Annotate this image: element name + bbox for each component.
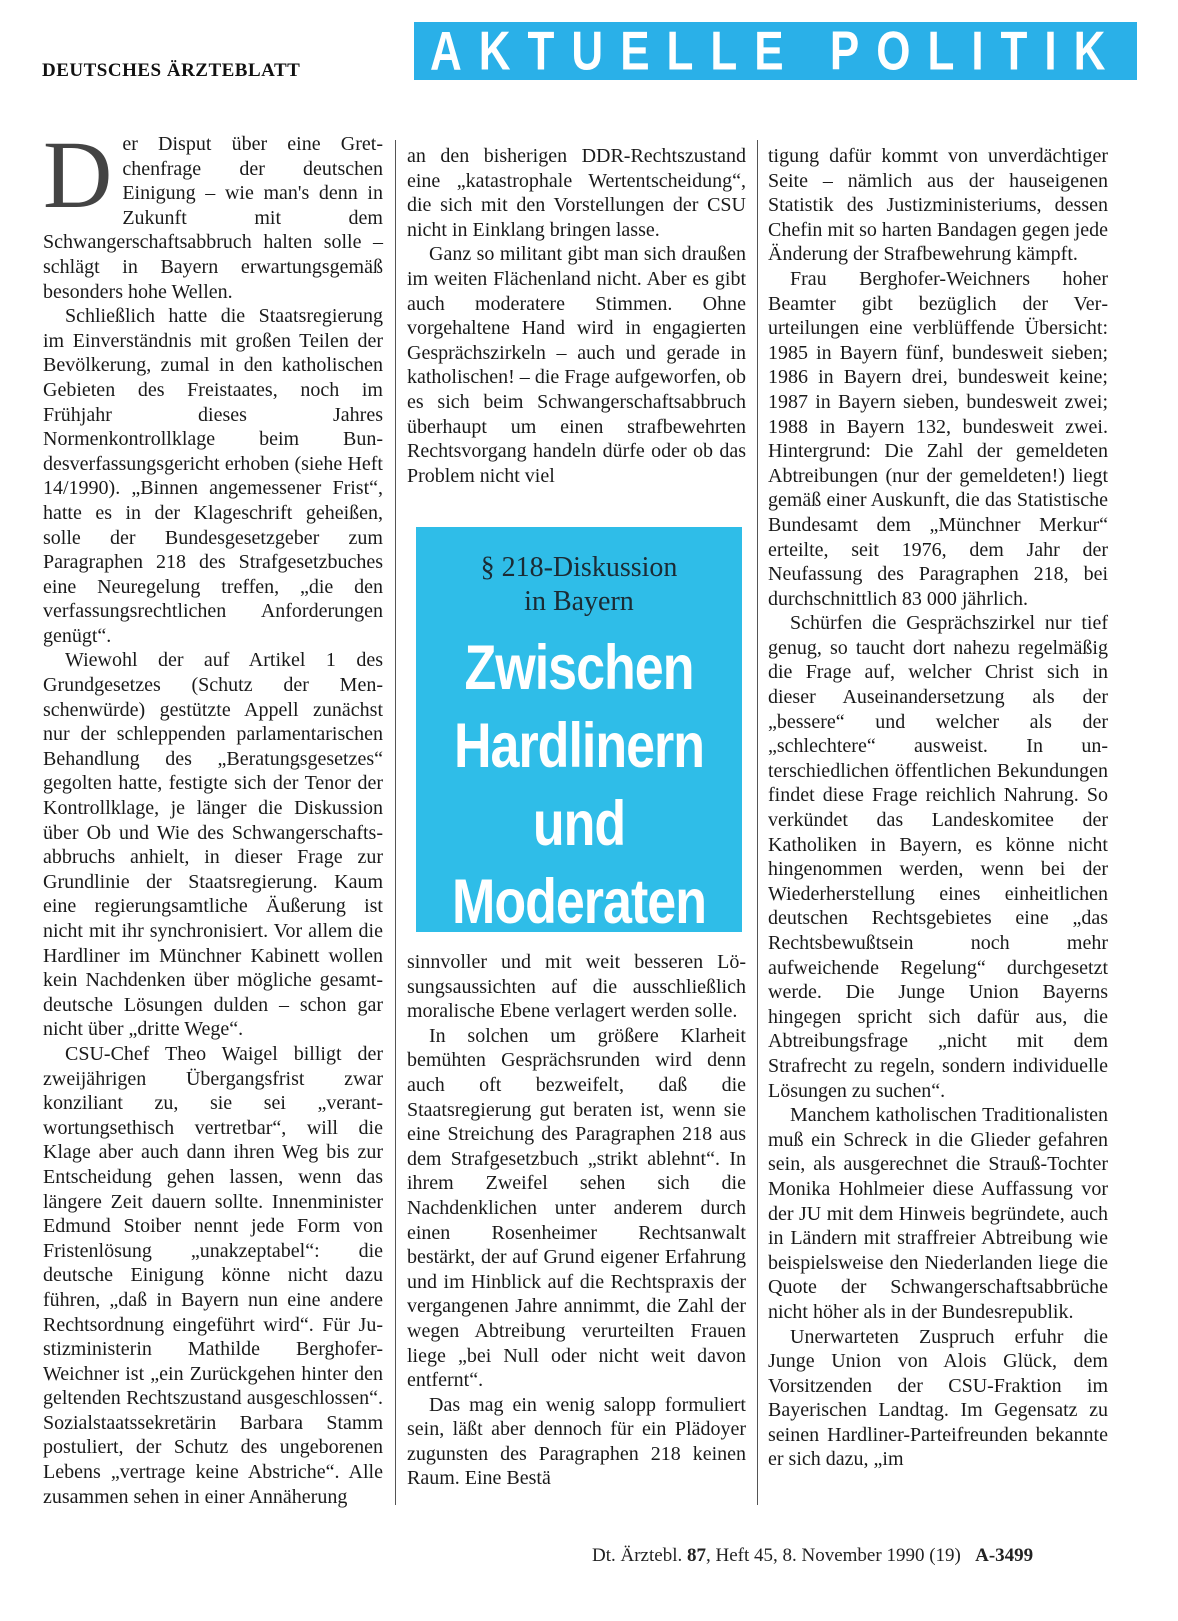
masthead: DEUTSCHES ÄRZTEBLATT bbox=[42, 60, 301, 81]
column-rule-1 bbox=[395, 140, 396, 1505]
paragraph: an den bisherigen DDR-Rechtszustand eine „katastrophale Wertentscheidung“, die sich mit den Vorstellungen der CSU nicht in Einklang bringen lasse. bbox=[407, 145, 746, 241]
drop-cap: D bbox=[43, 121, 113, 228]
callout-headline: Zwischen Hardlinern und Moderaten bbox=[452, 632, 706, 932]
section-title: AKTUELLE POLITIK bbox=[430, 22, 1123, 80]
paragraph: Schließlich hatte die Staatsregierung im Einverständnis mit großen Teilen der Bevölkerung, zumal in den katholischen Gebieten des Freistaates, noch im Frühjahr dieses Jahres Normenkontrollklage beim Bundesverfassungsgericht erhoben (siehe Heft 14/1990). „Binnen angemessener Frist“, hatte es in der Klageschrift geheißen, solle der Bundesgesetzgeber zum Paragraphen 218 des Strafgesetzbuches eine Neuregelung treffen, „die den verfassungsrechtlichen Anforderungen genügt“. bbox=[43, 305, 383, 647]
callout-kicker: § 218-Diskussion in Bayern bbox=[480, 552, 678, 617]
paragraph: In solchen um größere Klarheit bemühten Gesprächsrunden wird denn auch oft bezweifelt, daß die Staatsregierung gut beraten ist, wenn sie eine Streichung des Paragraphen 218 aus dem Strafgesetzbuch „strikt ablehnt“. In ihrem Zweifel sehen sich die Nachdenklichen unter anderem durch einen Rosenheimer Rechtsanwalt bestärkt, der auf Grund eigener Erfahrung und im Hinblick auf die Rechtspraxis der vergangenen Jahre annimmt, die Zahl der wegen Abtreibung verurteilten Frauen liege „bei Null oder nicht weit davon entfernt“. bbox=[407, 1024, 746, 1392]
paragraph: Manchem katholischen Traditionalisten muß ein Schreck in die Glieder gefahren sein, als ausgerechnet die Strauß-Tochter Monika Hohlmeier diese Auffassung vor der JU mit dem Hinweis begründete, auch in Ländern mit straffreier Abtreibung wie beispielsweise den Niederlanden liege die Quote der Schwangerschaftsabbrüche nicht höher als in der Bundesrepublik. bbox=[768, 1104, 1108, 1323]
footer-journal: Dt. Ärztebl. bbox=[592, 1545, 683, 1566]
article-column-2-top bbox=[407, 144, 746, 488]
paragraph: sinnvoller und mit weit besseren Lösungsaussichten auf die ausschließlich moralische Ebene verlagert werden solle. bbox=[407, 951, 746, 1023]
section-banner bbox=[414, 22, 1137, 80]
page-footer bbox=[592, 1545, 1033, 1567]
paragraph: Frau Berghofer-Weichners hoher Beamter gibt bezüglich der Verurteilungen eine verblüffende Übersicht: 1985 in Bayern fünf, bundesweit sieben; 1986 in Bayern drei, bundesweit keine; 1987 in Bayern sieben, bundesweit zwei; 1988 in Bayern 132, bundesweit zwei. Hintergrund: Die Zahl der gemeldeten Abtreibungen (nur der gemeldeten!) liegt gemäß einer Auskunft, die das Statistische Bundesamt dem „Münchner Merkur“ erteilte, seit 1976, dem Jahr der Neufassung des Paragraphen 218, bei durchschnittlich 83 000 jährlich. bbox=[768, 267, 1108, 610]
paragraph: CSU-Chef Theo Waigel billigt der zweijährigen Übergangsfrist zwar konziliant zu, sie sei „verantwortungsethisch vertretbar“, will die Klage aber auch dann ihren Weg bis zur Entscheidung gehen lassen, wenn das längere Zeit dauern sollte. Innenminister Edmund Stoiber nennt jede Form von Fristenlösung „unakzeptabel“: die deutsche Einigung könne nicht dazu führen, „daß in Bayern nun eine andere Rechtsordnung eingeführt wird“. Für Justizministerin Mathilde Berghofer-Weichner ist „ein Zurückgehen hinter den geltenden Rechtszustand ausgeschlossen“. Sozialstaatssekretärin Barbara Stamm postuliert, der Schutz des ungeborenen Lebens „vertrage keine Abstriche“. Alle zusammen sehen in einer Annäherung bbox=[43, 1042, 383, 1508]
column-rule-2 bbox=[757, 140, 758, 1505]
paragraph: Das mag ein wenig salopp formuliert sein, läßt aber dennoch für ein Plädoyer zugunsten des Paragraphen 218 keinen Raum. Eine Bestä bbox=[407, 1393, 746, 1490]
article-column-1 bbox=[43, 121, 383, 1509]
paragraph: Schürfen die Gesprächszirkel nur tief genug, so taucht dort nahezu regelmäßig die Frage auf, welcher Christ sich in dieser Auseinandersetzung als der „bessere“ und welcher als der „schlechtere“ ausweist. In unterschiedlichen öffentlichen Bekundungen findet diese Frage reichlich Nahrung. So verkündet das Landeskomitee der Katholiken in Bayern, es könne nicht hingenommen werden, wenn bei der Wiederherstellung eines einheitlichen deutschen Rechtsgebietes eine „das Rechtsbewußtsein noch mehr aufweichende Regelung“ durchgesetzt werde. Die Junge Union Bayerns hingegen spricht sich dafür aus, die Abtreibungsfrage „nicht mit dem Strafrecht zu regeln, sondern individuelle Lösungen zu suchen“. bbox=[768, 612, 1108, 1102]
article-column-3 bbox=[768, 144, 1108, 1472]
article-column-2-bottom bbox=[407, 950, 746, 1491]
headline-callout-box bbox=[416, 527, 742, 932]
paragraph: Der Disput über eine Gretchenfrage der deutschen Einigung – wie man's denn in Zukunft mit dem Schwangerschaftsabbruch halten solle – schlägt in Bayern erwartungsgemäß besonders hohe Wellen. bbox=[43, 121, 383, 303]
paragraph: Unerwarteten Zuspruch erfuhr die Junge Union von Alois Glück, dem Vorsitzenden der CSU-Fraktion im Bayerischen Landtag. Im Gegensatz zu seinen Hardliner-Parteifreunden bekannte er sich dazu, „im bbox=[768, 1325, 1108, 1471]
footer-volume: 87 bbox=[686, 1545, 706, 1566]
paragraph: Wiewohl der auf Artikel 1 des Grundgesetzes (Schutz der Menschenwürde) gestützte Appell zunächst nur der schleppenden parlamentarischen Behandlung des „Beratungsgesetzes“ gegolten hatte, festigte sich der Tenor der Kontrollklage, je länger die Diskussion über Ob und Wie des Schwangerschaftsabbruchs anhielt, in dieser Frage zur Grundlinie der Staatsregierung. Kaum eine regierungsamtliche Äußerung ist nicht mit ihr synchronisiert. Vor allem die Hardliner im Münchner Kabinett wollen kein Nachdenken über mögliche gesamtdeutsche Lösungen dulden – schon gar nicht über „dritte Wege“. bbox=[43, 649, 383, 1041]
paragraph: Ganz so militant gibt man sich draußen im weiten Flächenland nicht. Aber es gibt auch moderatere Stimmen. Ohne vorgehaltene Hand wird in engagierten Gesprächszirkeln – auch und gerade in katholischen! – die Frage aufgeworfen, ob es sich beim Schwangerschaftsabbruch überhaupt um einen strafbewehrten Rechtsvorgang handeln dürfe oder ob das Problem nicht viel bbox=[407, 243, 746, 487]
footer-issue: , Heft 45, 8. November 1990 (19) bbox=[705, 1545, 961, 1566]
paragraph: tigung dafür kommt von unverdächtiger Seite – nämlich aus der hauseigenen Statistik des Justizministeriums, dessen Chefin mit so harten Bandagen gegen jede Änderung der Strafbewehrung kämpft. bbox=[768, 145, 1108, 266]
page-number: A-3499 bbox=[975, 1545, 1034, 1566]
